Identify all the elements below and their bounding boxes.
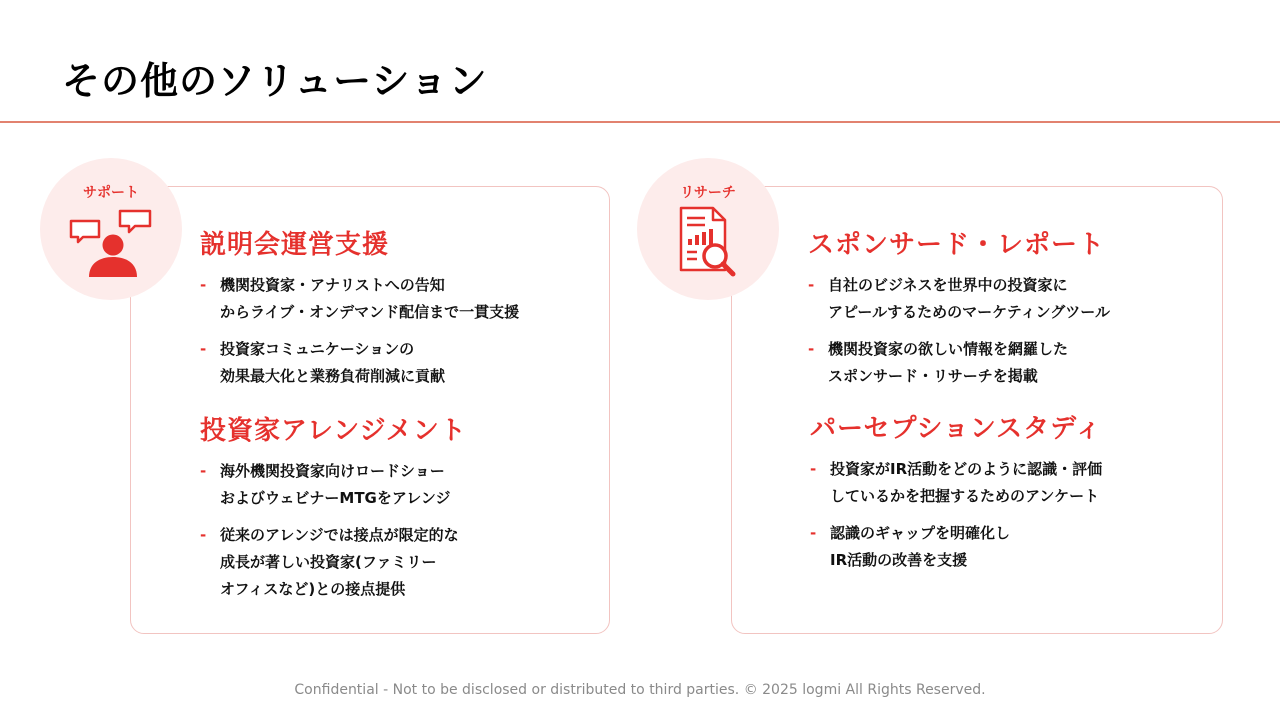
support-badge-label: サポート: [83, 185, 139, 201]
bullet-line: 認識のギャップを明確化し: [830, 524, 1011, 542]
bullet-list: [200, 272, 519, 390]
bullet-line: 海外機関投資家向けロードショー: [220, 462, 445, 480]
person-with-speech-bubbles-icon: [68, 206, 158, 280]
bullet-line: 自社のビジネスを世界中の投資家に: [828, 276, 1068, 294]
bullet-dash: -: [808, 340, 815, 358]
section-heading: パーセプションスタディ: [810, 414, 1103, 444]
bullet-line: 機関投資家・アナリストへの告知: [220, 276, 445, 294]
bullet-line: オフィスなど)との接点提供: [220, 580, 406, 598]
section-perception-study: [810, 412, 1102, 584]
bullet-line: 投資家がIR活動をどのように認識・評価: [830, 460, 1103, 478]
list-item: [808, 272, 1110, 326]
list-item: [808, 336, 1110, 390]
bullet-dash: -: [200, 462, 207, 480]
bullet-line: スポンサード・リサーチを掲載: [828, 367, 1038, 385]
document-magnifier-icon: [675, 204, 745, 280]
bullet-line: からライブ・オンデマンド配信まで一貫支援: [220, 303, 520, 321]
bullet-line: 従来のアレンジでは接点が限定的な: [220, 526, 459, 544]
title-divider: [0, 121, 1280, 123]
bullet-line: 投資家コミュニケーションの: [220, 340, 415, 358]
bullet-line: およびウェビナーMTGをアレンジ: [220, 489, 451, 507]
bullet-dash: -: [200, 340, 207, 358]
list-item: [200, 336, 519, 390]
list-item: [810, 456, 1102, 510]
bullet-dash: -: [810, 524, 817, 542]
page-title: その他のソリューション: [62, 59, 488, 103]
bullet-line: IR活動の改善を支援: [830, 551, 968, 569]
bullet-line: しているかを把握するためのアンケート: [830, 487, 1100, 505]
list-item: [200, 522, 467, 603]
confidentiality-footer: Confidential - Not to be disclosed or distributed to third parties. © 2025 logmi All Rights Reserved.: [294, 682, 986, 698]
list-item: [810, 520, 1102, 574]
section-heading: 説明会運営支援: [200, 230, 390, 260]
bullet-dash: -: [810, 460, 817, 478]
section-heading: 投資家アレンジメント: [200, 416, 467, 446]
bullet-dash: -: [808, 276, 815, 294]
bullet-dash: -: [200, 276, 207, 294]
section-briefing-support: [200, 228, 519, 400]
support-badge: [40, 158, 182, 300]
section-sponsored-report: [808, 228, 1110, 400]
bullet-line: アピールするためのマーケティングツール: [828, 303, 1111, 321]
bullet-list: [810, 456, 1102, 574]
bullet-list: [200, 458, 467, 603]
bullet-line: 機関投資家の欲しい情報を網羅した: [828, 340, 1069, 358]
section-heading: スポンサード・レポート: [808, 230, 1106, 260]
bullet-list: [808, 272, 1110, 390]
research-badge-label: リサーチ: [680, 185, 736, 201]
list-item: [200, 458, 467, 512]
section-investor-arrangement: [200, 414, 467, 613]
bullet-dash: -: [200, 526, 207, 544]
bullet-line: 効果最大化と業務負荷削減に貢献: [220, 367, 446, 385]
list-item: [200, 272, 519, 326]
research-badge: [637, 158, 779, 300]
bullet-line: 成長が著しい投資家(ファミリー: [220, 553, 437, 571]
